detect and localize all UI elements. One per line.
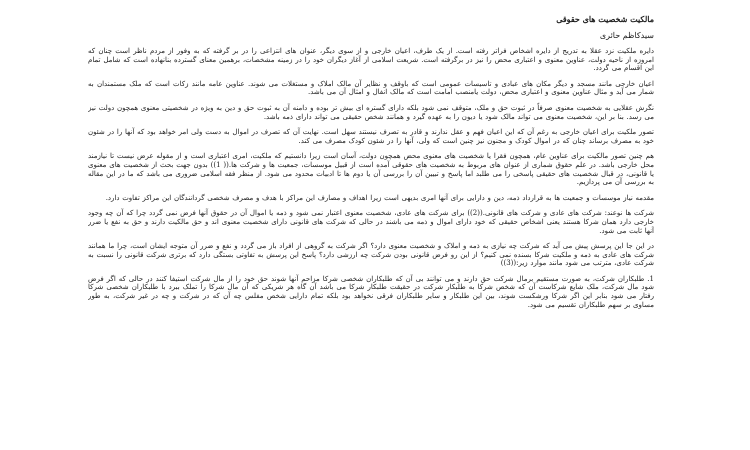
paragraph-2: اعیان خارجی مانند مسجد و دیگر مکان های عبادی و تاسیسات عمومی است که باوقف و نظایر آن مالک املاک و مستغلات می شوند. عناوین عامه مانند زکات است که ملک مستمندان به شمار می آید و مثال عناوین معنوی و اعتباری محض، دولت یامنصب امامت است که مالک انفال و امثال آن می باشد. (88, 79, 654, 97)
paragraph-6: مقدمه نیاز موسسات و جمعیت ها به قرارداد ذمه، دین و دارایی برای آنها امری بدیهی است زیرا اهداف و مصارف این مراکز با هدف و مصرف شخصی گردانندگان این مراکز تفاوت دارد. (105, 193, 654, 202)
paragraph-7: شرکت ها نوعند: شرکت های عادی و شرکت های قانونی.((2)) برای شرکت های عادی، شخصیت معنوی اعتبار نمی شود و ذمه یا اموال آن در حقوق آنها فرض نمی گردد چرا که آن چه وجود خارجی دارد همان شرکا هستند یعنی اشخاص حقیقی که خود دارای اموال و ذمه می باشند در حالی که شرکت های قانونی دارای شخصیت معنوی اند و حق مالکیت دارند و حق به نفع یا ضرر آنها ثابت می شود. (88, 209, 654, 235)
document-body (88, 14, 654, 444)
paragraph-9: 1. طلبکاران شرکت، به صورت مستقیم برمال شرکت حق دارند و می توانند بی آن که طلبکاران شخصی شرکا مزاحم آنها شوند حق خود را از مال شرکت استیفا کنند در حالی که اگر فرض شود مال شرکت، ملک شایع شرکاست آن که شخص شرکا به طلبکار شرکت در حقیقت طلبکار شرکا می باشد آن گاه هر شریکی که آن مال شرکا را تملک ببرد با طلبکاران شخصی شرکا رفتار می شود بنابر این اگر شرکا ورشکست شوند، بین این طلبکار و سایر طلبکاران فرقی نخواهد بود بلکه تمام دارایی شخص مفلس چه آن که در شرکت و چه در غیر شرکت، به طور مساوی بر سهم طلبکاران تقسیم می شود. (88, 274, 654, 309)
document-author: سیدکاظم حائری (599, 31, 654, 40)
document-title: مالکیت شخصیت های حقوقی (556, 14, 654, 24)
paragraph-3: نگرش عقلایی به شخصیت معنوی صرفاً در ثبوت حق و ملک، متوقف نمی شود بلکه دارای گستره ای بیش تر بوده و دامنه آن به ثبوت حق و دین به ویژه در شخصیتی معنوی همچون دولت نیز می رسد. بنا بر این، شخصیت معنوی می تواند مالک شود یا دیون را به عهده گیرد و همانند شخص حقیقی می تواند دارای ذمه باشد. (88, 103, 654, 121)
paragraph-4: تصور ملکیت برای اعیان خارجی به رغم آن که این اعیان فهم و عقل ندارند و قادر به تصرف نیستند سهل است. نهایت آن که تصرف در اموال به دست ولی امر خواهد بود که آنها را در شئون خود به مصرف برساند چنان که در اموال کودک و مجنون نیز چنین است که ولی، آنها را در شئون کودک مصرف می کند. (88, 128, 654, 145)
paragraph-1: دایره ملکیت نزد عقلا به تدریج از دایره اشخاص فراتر رفته است. از یک طرف، اعیان خارجی و از سوی دیگر، عنوان های انتزاعی را در بر گرفته که به وفور از مردم ناظر است چنان که امروزه از ناحیه دولت، عناوین معنوی و اعتباری محض را نیز در برگرفته است. شریعت اسلامی از آغاز دیگران خود را در زمینه مشخصات، برهمین معنای گسترده بنانهاده است که شامل تمام این اقسام می گردد. (88, 47, 654, 73)
paragraph-8: در این جا این پرسش پیش می آید که شرکت چه نیازی به ذمه و املاک و شخصیت معنوی دارد؟ اگر شرکت به گروهی از افراد باز می گردد و نفع و ضرر آن متوجه ایشان است، چرا ما همانند شرکت های عادی به ذمه و ملکیت شرکا بسنده نمی کنیم؟ از این رو فرض قانونی بودن شرکت چه ارزشی دارد؟ پاسخ این پرسش به تفاوتی بستگی دارد که برتری شرکت قانونی را نسبت به شرکت عادی، مترتب می شود مانند موارد زیر:((3)) (88, 242, 654, 268)
paragraph-5: هم چنین تصور مالکیت برای عناوین عام، همچون فقرا یا شخصیت های معنوی محض همچون دولت، آسان است زیرا دانستیم که ملکیت، امری اعتباری است و از مقوله عرض نیست تا نیازمند محل خارجی باشد. در علم حقوق شماری از عنوان های مربوط به شخصیت های حقوقی آمده است از قبیل موسسات، جمعیت ها و شرکت ها.(( 1)) بدون جهت بحث از شخصیت های معنوی یا قانونی، در قبال شخصیت های حقیقی پاسخی را می طلبد اما پاسخ و تبیین آن را بررسی آن یا دوم ها تا ادبیات محدود می شود. از منظر فقه اسلامی ضروری می باشد که ما در این مقاله به بررسی آن می پردازیم. (88, 152, 654, 187)
